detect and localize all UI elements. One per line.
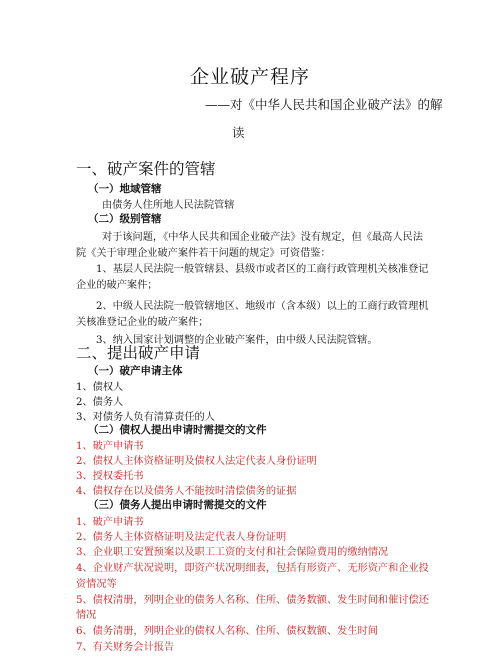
list-item: 6、债务清册，列明企业的债权人名称、住所、债权数额、发生时间 [76, 626, 378, 637]
paragraph-line: 企业的破产案件； [76, 280, 158, 291]
list-item: 1、破产申请书 [76, 517, 144, 528]
list-item: 资情况等 [76, 579, 117, 590]
list-item: 3、对债务人负有清算责任的人 [76, 412, 215, 423]
list-item: 1、债权人 [76, 382, 124, 393]
list-item: 2、债务人 [76, 397, 124, 408]
list-item: 4、企业财产状况说明，即资产状况明细表，包括有形资产、无形资产和企业投 [76, 563, 429, 574]
list-item: 3、企业职工安置预案以及职工工资的支付和社会保险费用的缴纳情况 [76, 547, 389, 558]
paragraph-line: 2、中级人民法院一般管辖地区、地级市（含本级）以上的工商行政管理机 [96, 301, 429, 312]
list-item: 5、债权清册，列明企业的债务人名称、住所、债务数额、发生时间和催讨偿还 [76, 595, 429, 606]
paragraph-line: 院《关于审理企业破产案件若干问题的规定》可资借鉴： [76, 248, 331, 259]
document-subtitle-line1: ——对《中华人民共和国企业破产法》的解 [205, 97, 443, 112]
document-subtitle-line2: 读 [232, 125, 245, 140]
section2-sub2-heading: （二）债权人提出申请时需提交的文件 [88, 424, 267, 436]
paragraph-line: 对于该问题，《中华人民共和国企业破产法》没有规定，但《最高人民法 [102, 232, 423, 243]
paragraph-line: 关核准登记企业的破产案件； [76, 317, 209, 328]
list-item: 7、有关财务会计报告 [76, 642, 175, 653]
list-item: 3、授权委托书 [76, 471, 144, 482]
paragraph-line: 3、纳入国家计划调整的企业破产案件，由中级人民法院管辖。 [96, 335, 378, 346]
section1-heading: 一、破产案件的管辖 [76, 160, 216, 178]
list-item: 2、债务人主体资格证明及法定代表人身份证明 [76, 532, 287, 543]
section2-sub3-heading: （三）债务人提出申请时需提交的文件 [88, 499, 267, 511]
paragraph-line: 1、基层人民法院一般管辖县、县级市或者区的工商行政管理机关核准登记 [96, 264, 429, 275]
section2-sub1-heading: （一）破产申请主体 [88, 365, 183, 377]
section1-sub1-heading: （一）地域管辖 [88, 183, 162, 195]
list-item: 2、债权人主体资格证明及债权人法定代表人身份证明 [76, 456, 317, 467]
document-title: 企业破产程序 [189, 66, 310, 88]
list-item: 1、破产申请书 [76, 441, 144, 452]
section1-sub2-heading: （二）级别管辖 [88, 213, 162, 225]
list-item: 4、债权存在以及债务人不能按时清偿债务的证据 [76, 486, 297, 497]
section2-heading: 二、提出破产申请 [76, 344, 201, 362]
list-item: 情况 [76, 610, 97, 621]
section1-sub1-text: 由债务人住所地人民法院管辖 [102, 200, 235, 211]
